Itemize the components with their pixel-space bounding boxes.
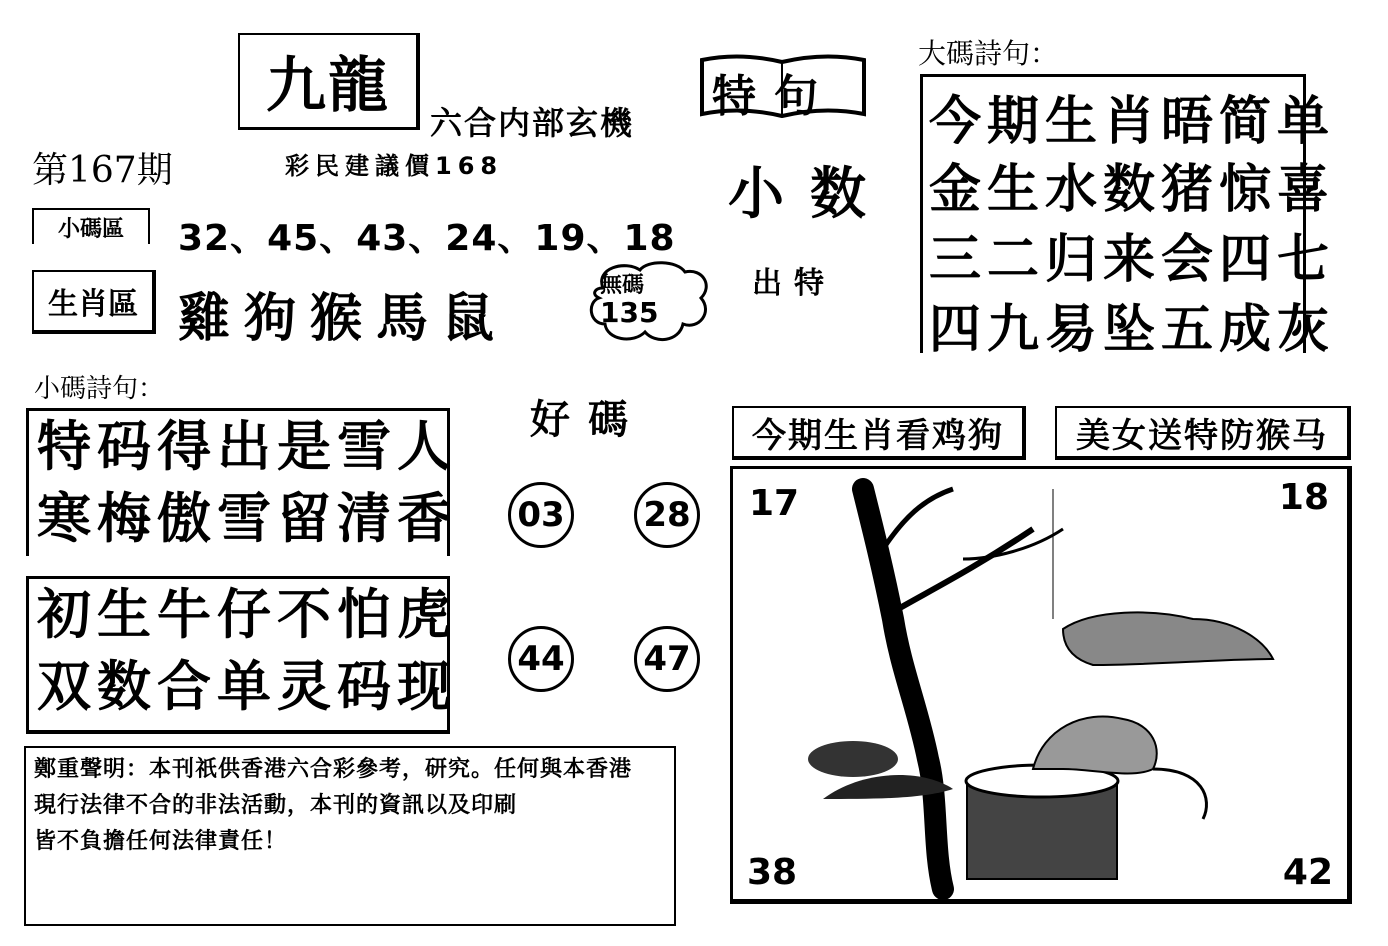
zodiac-label: 生肖區 [32, 270, 156, 334]
good-codes-title: 好碼 [530, 397, 646, 443]
page-title: 九龍 [238, 33, 420, 130]
zodiac-values: 雞狗猴馬鼠 [178, 289, 509, 349]
poem-line: 寒梅傲雪留清香 [37, 487, 457, 550]
big-poem-line: 金生水数猪惊喜 [929, 160, 1336, 220]
disclaimer-line: 皆不負擔任何法律責任！ [34, 829, 288, 854]
small-poem-title: 小碼詩句： [34, 374, 165, 404]
banner-right: 美女送特防猴马 [1055, 406, 1351, 460]
issue-number: 第167期 [32, 150, 173, 191]
special-sub: 出特 [752, 266, 836, 301]
special-badge-text: 特句 [712, 71, 836, 122]
big-poem-title: 大碼詩句： [918, 37, 1059, 70]
corner-number: 18 [1278, 477, 1329, 518]
small-poem-box-bottom [26, 576, 457, 734]
corner-number: 17 [749, 483, 800, 524]
subtitle: 六合内部玄機 [430, 104, 635, 142]
tree-animal-illustration [733, 469, 1347, 899]
big-poem-line: 四九易坠五成灰 [929, 300, 1336, 360]
banner-left: 今期生肖看鸡狗 [732, 406, 1026, 460]
good-code-circle: 44 [508, 626, 574, 692]
good-code-circle: 03 [508, 482, 574, 548]
poem-line: 初生牛仔不怕虎 [37, 583, 457, 646]
cloud-number: 135 [600, 296, 659, 329]
disclaimer-box [24, 746, 676, 926]
cloud-label: 無碼 [600, 273, 645, 298]
suggested-price: 彩民建議價168 [285, 152, 504, 180]
big-poem-line: 今期生肖晤简单 [929, 92, 1336, 152]
special-main: 小数 [728, 162, 892, 227]
small-poem-box-top [26, 408, 457, 556]
big-poem-line: 三二归来会四七 [929, 230, 1336, 290]
small-codes-label: 小碼區 [32, 208, 150, 244]
illustration-frame [730, 466, 1352, 904]
good-code-circle: 28 [634, 482, 700, 548]
disclaimer-line: 鄭重聲明：本刊祇供香港六合彩參考，研究。任何與本香港 [34, 757, 633, 782]
corner-number: 38 [747, 852, 798, 893]
small-codes-numbers: 32、45、43、24、19、18 [178, 218, 676, 259]
poem-line: 双数合单灵码现 [37, 655, 457, 718]
poem-line: 特码得出是雪人 [37, 415, 457, 478]
good-code-circle: 47 [634, 626, 700, 692]
disclaimer-line: 現行法律不合的非法活動，本刊的資訊以及印刷 [34, 793, 518, 818]
corner-number: 42 [1282, 852, 1333, 893]
big-poem-box [920, 74, 1336, 360]
